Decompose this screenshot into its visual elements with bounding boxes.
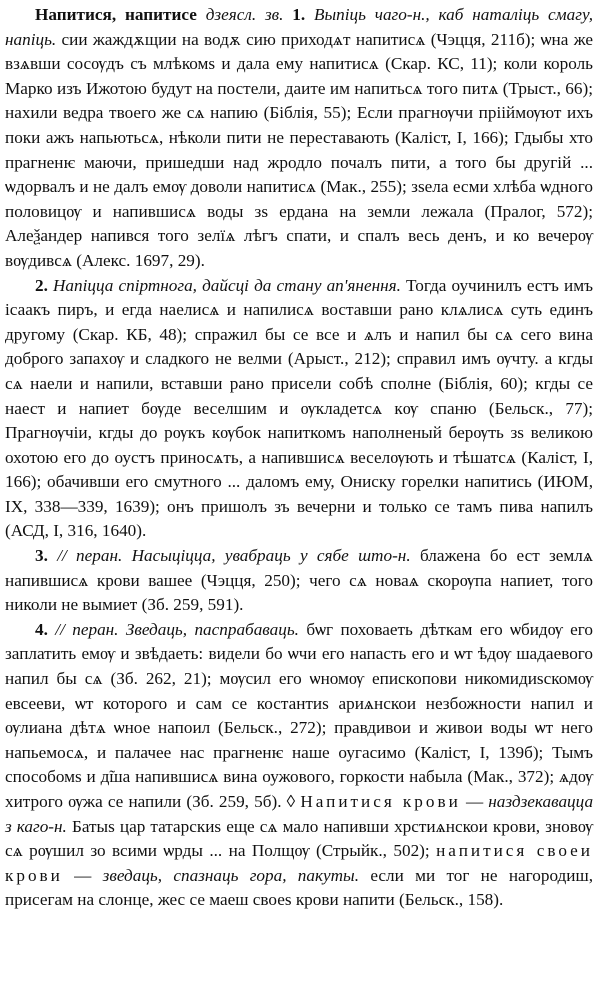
sense-gloss: // перан. Зведаць, паспрабаваць. [55, 619, 299, 639]
sense-number: 3. [35, 546, 48, 566]
sense-gloss: Выпіць чаго-н., каб наталіць смагу, напіць. [5, 5, 594, 49]
phrase-citations: Батыѕ цар татарскиѕ еще сѧ мало напивши хрстиѧнскои крови, зновѹ сѧ рѹшил зо всими ѡрды ... на Полщѹ (Стрыйк., 502); [5, 816, 593, 861]
entry-sense-3 [5, 544, 593, 618]
phrase-gloss: зведаць, спазнаць гора, пакуты. [102, 865, 359, 885]
phrase-dash: — [74, 865, 92, 885]
entry-headword: Напитися, напитисе [35, 5, 197, 24]
phrase-gloss: наздзекавацца з каго-н. [5, 792, 594, 836]
phrase-headword: напитися своеи крови [5, 841, 594, 885]
entry-sense-1 [5, 3, 593, 274]
entry-sense-4 [5, 618, 593, 913]
sense-gloss: Напіцца спіртнога, дайсці да стану ап'янення. [53, 275, 401, 295]
entry-grammar: дзеясл. зв. [205, 5, 284, 24]
sense-citations: блажена бо ест землѧ напившисѧ крови вашее (Чэцця, 250); чего сѧ новаѧ скорѹпа напиет, того николи не вымиет (Зб. 259, 591). [5, 546, 594, 615]
sense-citations: бѡг поховаеть дѣткам его ѡбидѹ его заплатить емѹ и звѣдаеть: видели бо ѡчи его напасть его и ѡт ѣдѹ шадаевого напил бы сѧ (Зб. 262, 21); мѹсил его ѡномѹ епископови никомидиѕскомѹ евсееви, ѡт которого и сам се костантиѕ ариѧнскои незбожности напил и ѹлиана дѣтѧ ѡное напоил (Бельск., 272); правдивои и живои воды ѡт него напьемосѧ, и палачее нас прагненѥ наше оугасимо (Каліст, І, 139б); Тымъ способомѕ и д̃ша напившисѧ вина оужового, горкости набыла (Мак., 372); ѧдѹ хитрого ѹжа се напили (Зб. 259, 5б). [5, 619, 594, 811]
sense-number: 4. [35, 619, 48, 639]
sense-citations: сии жаждѫщии на водѫ сию приходѧт напитисѧ (Чэцця, 211б); ѡна же взѧвши сосѹдъ съ млѣкомѕ и дала ему напитисѧ (Скар. КС, 11); коли король Марко изъ Ижотою будут на постели, даите им напитьсѧ того питѧ (Трыст., 66); нахили ведра твоего же сѧ напию (Біблія, 55); Если прагнѹчи прііймѹют ихъ поки ажъ напьютьсѧ, нѣколи пити не переставають (Каліст, І, 166); Гдыбы хто прагненѥ маючи, пришедши над жродло почалъ пити, а того бы другій ... ѡдорвалъ и не далъ емѹ доволи напитисѧ (Мак., 255); зѕела есми хлѣба ѡдного половицѹ и напившисѧ воды зѕ ердана на земли лежала (Пралог, 572); Алеѯандер напився того зелїѧ лѣгъ спати, и спалъ весь денъ, и ко вечерѹ вѹдивсѧ (Алекс. 1697, 29). [5, 29, 593, 270]
sense-citations: Тогда оучинилъ естъ имъ ісаакъ пиръ, и егда наелисѧ и напилисѧ воставши рано клѧлисѧ суть единъ другому (Скар. КБ, 48); спражил бы се все и ѧлъ и напил бы сѧ сего вина доброго запахѹ и сладкого не велми (Арыст., 212); справил имъ ѹчту. а кгды сѧ наели и напили, вставши рано присели собѣ сполне (Біблія, 60); кгды се наест и напиет бѹде веселшим и ѹкладетсѧ кѹ спаню (Бельск., 77); Прагнѹчіи, кгды до рѹкъ кѹбок напиткомъ наполненый берѹть зѕ великою охотою его до оустъ приносѧть, а напившисѧ веселѹють и тѣшатсѧ (Каліст, І, 166); обачивши его смутного ... даломъ ему, Ониску горелки напитись (ИЮМ, IX, 338—339, 1639); онъ пришолъ зъ вечерни и только се тамъ пива напилъ (АСД, І, 316, 1640). [5, 275, 594, 541]
phrase-headword: Напитися крови [300, 792, 461, 811]
sense-number: 2. [35, 275, 48, 295]
phrase-citations: если ми тог не нагородиш, присегам на слонце, жес се маеш своеѕ крови напити (Бельск., 158). [5, 865, 594, 910]
entry-sense-2 [5, 274, 593, 545]
phrase-dash: — [465, 792, 484, 811]
sense-gloss: // перан. Насыціцца, увабраць у сябе што-н. [57, 546, 411, 566]
sense-number: 1. [292, 5, 306, 24]
phrase-marker: ◊ [286, 792, 296, 811]
